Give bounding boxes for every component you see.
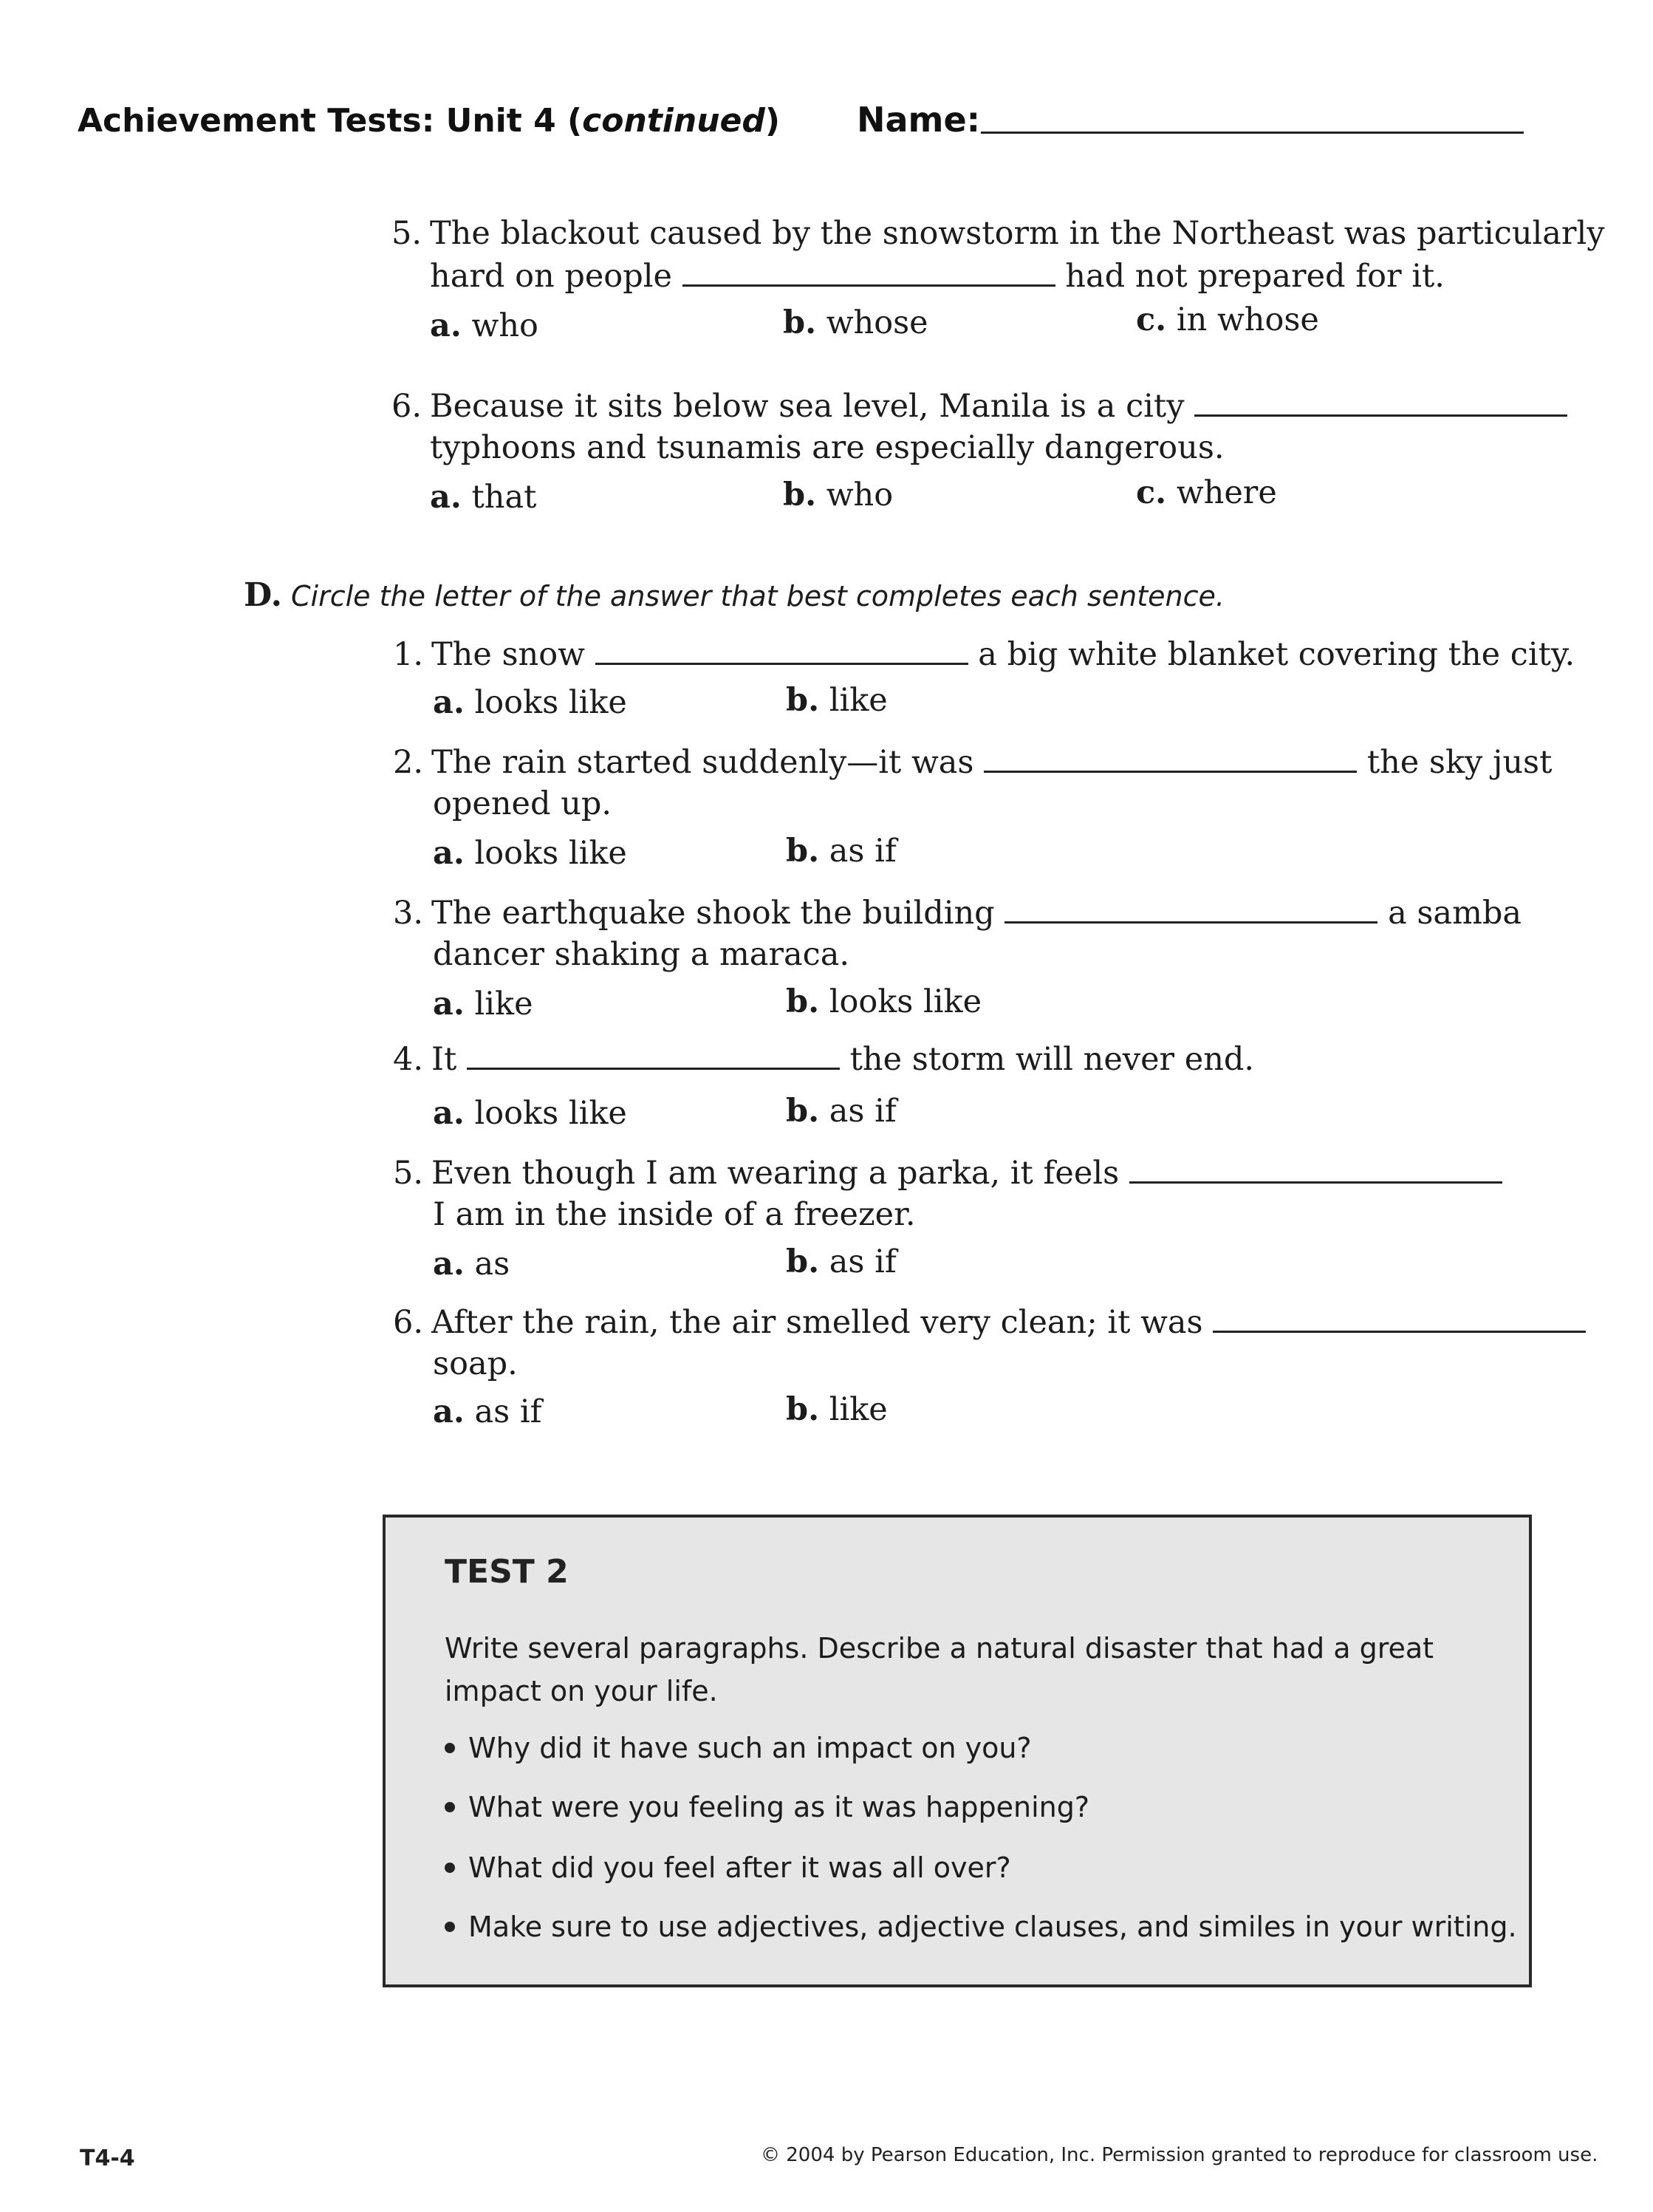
question-text: had not prepared for it. bbox=[1065, 258, 1445, 295]
option-letter: b. bbox=[786, 1243, 820, 1280]
option-letter: a. bbox=[433, 835, 465, 872]
option-b[interactable] bbox=[783, 477, 893, 513]
option-text: that bbox=[471, 479, 537, 516]
option-text: looks like bbox=[474, 835, 627, 872]
question-d4 bbox=[393, 1039, 1254, 1080]
test2-bullet bbox=[445, 1851, 1011, 1884]
option-letter: a. bbox=[433, 986, 465, 1023]
option-letter: a. bbox=[430, 479, 462, 516]
option-text: in whose bbox=[1176, 301, 1319, 338]
option-text: looks like bbox=[829, 983, 982, 1020]
option-b[interactable] bbox=[786, 1243, 897, 1280]
option-text: whose bbox=[826, 304, 928, 341]
option-letter: b. bbox=[783, 304, 817, 341]
name-label: Name: bbox=[857, 100, 981, 140]
question-d2-line1 bbox=[393, 742, 1552, 783]
question-text: the storm will never end. bbox=[849, 1041, 1255, 1078]
option-letter: a. bbox=[433, 684, 465, 721]
option-letter: b. bbox=[786, 833, 820, 870]
question-text: hard on people bbox=[430, 258, 672, 295]
option-b[interactable] bbox=[786, 682, 888, 719]
option-letter: c. bbox=[1136, 474, 1167, 511]
option-a[interactable] bbox=[433, 1095, 627, 1132]
option-text: like bbox=[474, 986, 533, 1023]
bullet-icon bbox=[445, 1802, 455, 1812]
question-text: Because it sits below sea level, Manila is a city bbox=[430, 388, 1185, 425]
option-text: as if bbox=[829, 1093, 897, 1130]
answer-blank[interactable] bbox=[682, 277, 1055, 287]
option-b[interactable] bbox=[786, 833, 897, 870]
question-d6-line2: soap. bbox=[433, 1345, 518, 1382]
section-letter: D. bbox=[244, 576, 282, 614]
question-d3-line1 bbox=[393, 892, 1522, 934]
answer-blank[interactable] bbox=[1213, 1323, 1586, 1333]
question-c6-line1 bbox=[391, 386, 1567, 427]
option-letter: b. bbox=[783, 477, 817, 513]
option-letter: b. bbox=[786, 1391, 820, 1428]
question-c5-line1 bbox=[391, 213, 1605, 254]
page-header-title bbox=[78, 102, 780, 140]
option-a[interactable] bbox=[433, 684, 627, 721]
name-blank-line[interactable] bbox=[981, 132, 1524, 134]
option-letter: a. bbox=[430, 307, 462, 344]
bullet-text: Why did it have such an impact on you? bbox=[468, 1732, 1032, 1764]
option-a[interactable] bbox=[433, 1246, 510, 1283]
option-letter: b. bbox=[786, 1093, 820, 1130]
bullet-text: What were you feeling as it was happening? bbox=[468, 1791, 1090, 1823]
option-a[interactable] bbox=[433, 986, 533, 1023]
question-number: 5. bbox=[393, 1155, 424, 1192]
question-c5-line2 bbox=[430, 256, 1445, 297]
answer-blank[interactable] bbox=[595, 655, 968, 665]
option-text: as bbox=[474, 1246, 510, 1283]
option-a[interactable] bbox=[433, 1393, 542, 1430]
question-d1 bbox=[393, 634, 1575, 675]
option-a[interactable] bbox=[430, 479, 536, 516]
option-text: as if bbox=[474, 1393, 542, 1430]
question-c6-line2: typhoons and tsunamis are especially dangerous. bbox=[430, 429, 1225, 466]
question-number: 5. bbox=[391, 215, 422, 252]
test2-box bbox=[383, 1515, 1532, 1987]
option-text: where bbox=[1176, 474, 1277, 511]
option-letter: a. bbox=[433, 1095, 465, 1132]
option-text: as if bbox=[829, 833, 897, 870]
test2-intro: Write several paragraphs. Describe a natural disaster that had a great impact on your life. bbox=[445, 1632, 1434, 1707]
question-text: a samba bbox=[1388, 895, 1522, 932]
bullet-icon bbox=[445, 1743, 455, 1753]
option-letter: c. bbox=[1136, 301, 1167, 338]
question-text: the sky just bbox=[1366, 744, 1553, 781]
option-a[interactable] bbox=[433, 835, 627, 872]
question-text: The blackout caused by the snowstorm in the Northeast was particularly bbox=[430, 215, 1605, 252]
test2-bullet bbox=[445, 1732, 1032, 1764]
header-title-close: ) bbox=[764, 102, 780, 140]
option-text: like bbox=[829, 1391, 888, 1428]
question-d2-line2: opened up. bbox=[433, 785, 612, 822]
section-d-heading bbox=[244, 576, 1225, 614]
option-b[interactable] bbox=[786, 983, 982, 1020]
test2-title: TEST 2 bbox=[445, 1553, 569, 1591]
question-d5-line1 bbox=[393, 1153, 1502, 1194]
question-text: After the rain, the air smelled very clean; it was bbox=[431, 1304, 1203, 1341]
option-c[interactable] bbox=[1136, 301, 1319, 338]
question-number: 6. bbox=[391, 388, 422, 425]
page-number: T4-4 bbox=[80, 2146, 135, 2171]
question-number: 2. bbox=[393, 744, 424, 781]
answer-blank[interactable] bbox=[1194, 407, 1567, 417]
copyright-notice: © 2004 by Pearson Education, Inc. Permission granted to reproduce for classroom use. bbox=[761, 2144, 1598, 2166]
option-b[interactable] bbox=[786, 1391, 888, 1428]
question-text: a big white blanket covering the city. bbox=[978, 636, 1575, 673]
option-letter: a. bbox=[433, 1393, 465, 1430]
option-text: who bbox=[826, 477, 894, 513]
option-b[interactable] bbox=[786, 1093, 897, 1130]
header-title-main: Achievement Tests: Unit 4 ( bbox=[78, 102, 583, 140]
bullet-icon bbox=[445, 1922, 455, 1932]
question-text: The rain started suddenly—it was bbox=[431, 744, 974, 781]
answer-blank[interactable] bbox=[1005, 914, 1378, 924]
question-number: 3. bbox=[393, 895, 424, 932]
bullet-icon bbox=[445, 1863, 455, 1873]
answer-blank[interactable] bbox=[467, 1060, 840, 1070]
question-text: Even though I am wearing a parka, it feels bbox=[431, 1155, 1120, 1192]
bullet-text: What did you feel after it was all over? bbox=[468, 1851, 1011, 1884]
option-text: who bbox=[471, 307, 538, 344]
question-text: It bbox=[431, 1041, 457, 1078]
question-text: The snow bbox=[431, 636, 585, 673]
option-c[interactable] bbox=[1136, 474, 1277, 511]
bullet-text: Make sure to use adjectives, adjective clauses, and similes in your writing. bbox=[468, 1911, 1517, 1943]
question-d5-line2: I am in the inside of a freezer. bbox=[433, 1196, 916, 1233]
header-title-italic: continued bbox=[582, 102, 765, 140]
question-number: 4. bbox=[393, 1041, 424, 1078]
question-d6-line1 bbox=[393, 1302, 1586, 1343]
option-a[interactable] bbox=[430, 307, 538, 344]
question-number: 6. bbox=[393, 1304, 424, 1341]
question-d3-line2: dancer shaking a maraca. bbox=[433, 936, 849, 973]
option-b[interactable] bbox=[783, 304, 928, 341]
option-letter: b. bbox=[786, 682, 820, 719]
option-letter: a. bbox=[433, 1246, 465, 1283]
option-text: as if bbox=[829, 1243, 897, 1280]
section-instruction: Circle the letter of the answer that best completes each sentence. bbox=[291, 580, 1225, 612]
answer-blank[interactable] bbox=[984, 763, 1357, 773]
option-text: looks like bbox=[474, 684, 627, 721]
option-letter: b. bbox=[786, 983, 820, 1020]
answer-blank[interactable] bbox=[1129, 1174, 1502, 1184]
question-text: The earthquake shook the building bbox=[431, 895, 995, 932]
question-number: 1. bbox=[393, 636, 424, 673]
test2-bullet bbox=[445, 1911, 1517, 1943]
test2-bullet bbox=[445, 1791, 1089, 1823]
option-text: like bbox=[829, 682, 888, 719]
option-text: looks like bbox=[474, 1095, 627, 1132]
